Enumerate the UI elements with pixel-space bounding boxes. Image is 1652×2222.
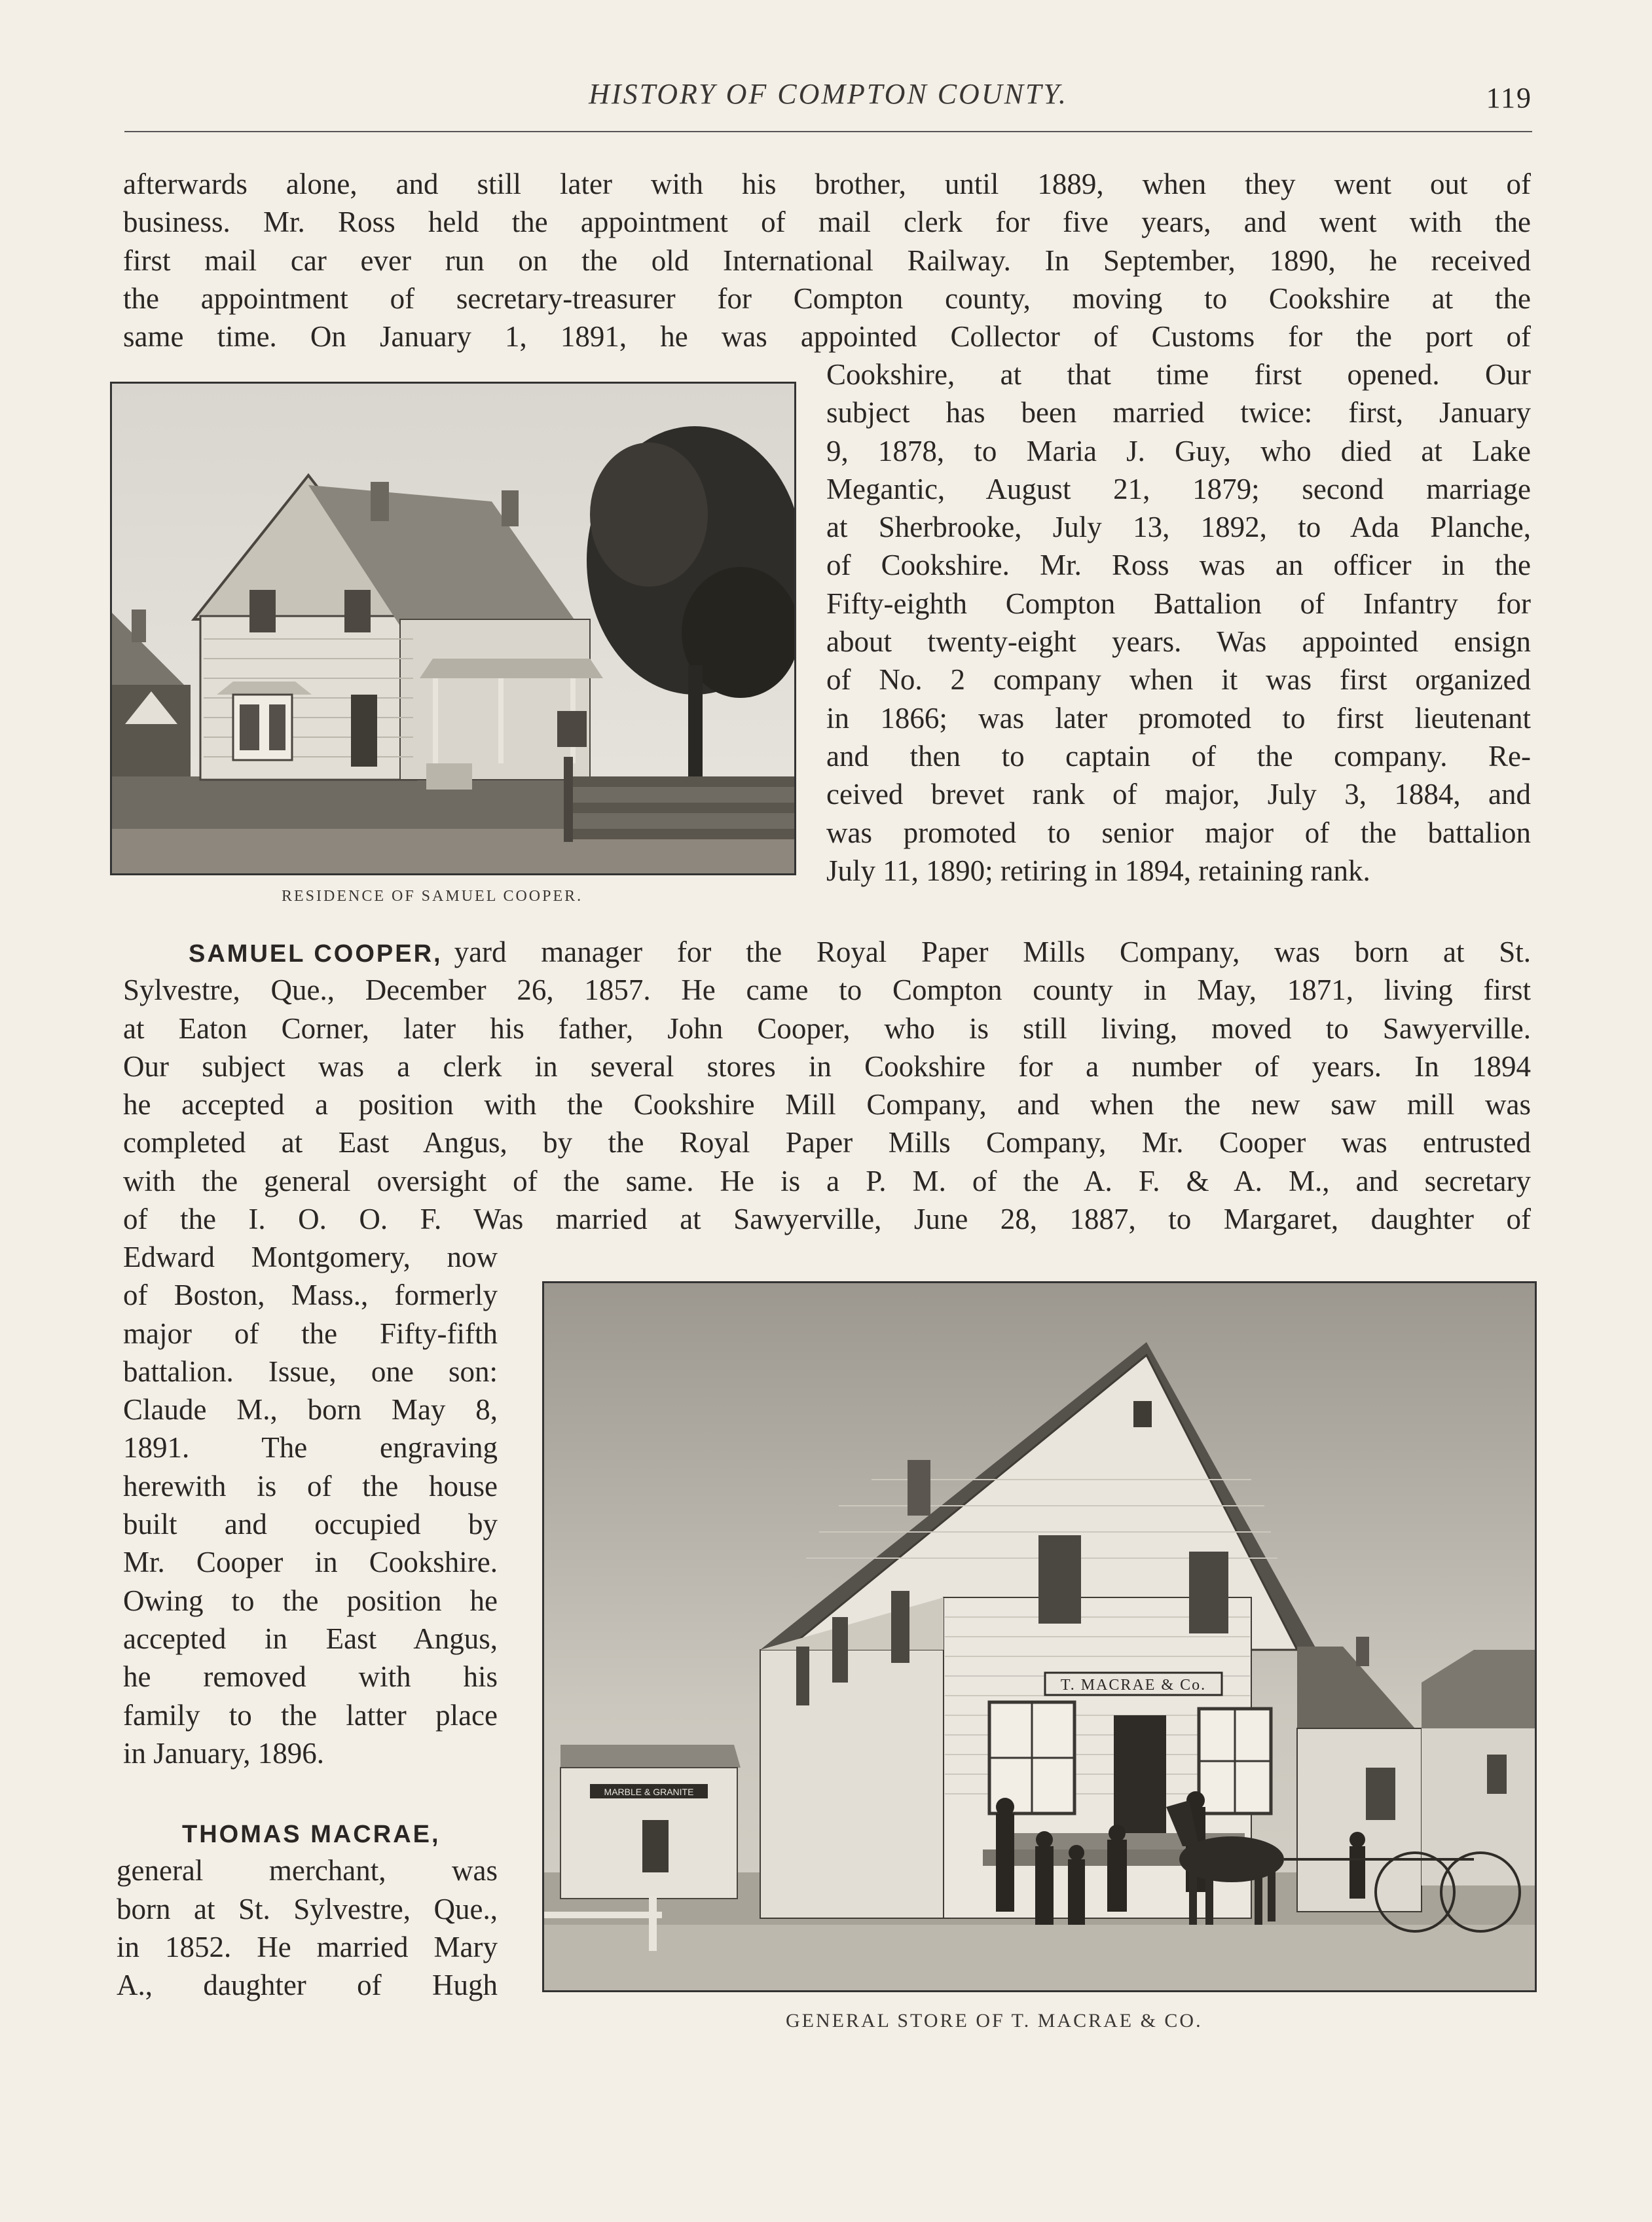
text-line: Mr. Cooper in Cookshire. xyxy=(123,1546,498,1579)
text-line: he removed with his xyxy=(123,1660,498,1694)
text-line: Owing to the position he xyxy=(123,1584,498,1617)
store-sign-text: T. MACRAE & Co. xyxy=(1060,1677,1207,1694)
text-line: general merchant, was xyxy=(117,1854,498,1887)
text-line: the appointment of secretary-treasurer for Compton county, moving to Cookshire at the xyxy=(123,282,1531,315)
text-line: of Boston, Mass., formerly xyxy=(123,1279,498,1312)
text-line: Our subject was a clerk in several stores in Cookshire for a number of years. In 1894 xyxy=(123,1049,1531,1083)
text-line: he accepted a position with the Cookshire Mill Company, and when the new saw mill was xyxy=(123,1088,1531,1121)
text-line: 9, 1878, to Maria J. Guy, who died at Lake xyxy=(826,434,1531,467)
text-line: family to the latter place xyxy=(123,1698,498,1732)
text-line: business. Mr. Ross held the appointment of mail clerk for five years, and went with the xyxy=(123,206,1531,239)
text-line: completed at East Angus, by the Royal Paper Mills Company, Mr. Cooper was entrusted xyxy=(123,1126,1531,1159)
text-line: with the general oversight of the same. He is a P. M. of the A. F. & A. M., and secretary xyxy=(123,1164,1531,1197)
text-line: subject has been married twice: first, January xyxy=(826,396,1531,429)
top-paragraph xyxy=(123,165,1531,355)
marble-granite-sign: MARBLE & GRANITE xyxy=(604,1787,694,1797)
page-number: 119 xyxy=(1486,82,1532,114)
text-line: battalion. Issue, one son: xyxy=(123,1355,498,1388)
text-line: Cookshire, at that time first opened. Our xyxy=(826,358,1531,391)
text-line: and then to captain of the company. Re- xyxy=(826,739,1531,773)
text-line: at Eaton Corner, later his father, John Cooper, who is still living, moved to Sawyerville. xyxy=(123,1011,1531,1045)
macrae-name: THOMAS MACRAE, xyxy=(182,1821,441,1848)
cooper-paragraph-left-column xyxy=(123,1238,498,1772)
text-line: about twenty-eight years. Was appointed ensign xyxy=(826,625,1531,659)
macrae-paragraph xyxy=(117,1813,498,2004)
text-line: in January, 1896. xyxy=(123,1736,325,1770)
store-photo xyxy=(542,1281,1537,1992)
residence-caption: RESIDENCE OF SAMUEL COOPER. xyxy=(282,888,583,905)
house-illustration xyxy=(112,384,794,873)
text-line: at Sherbrooke, July 13, 1892, to Ada Planche, xyxy=(826,511,1531,544)
text-line: was promoted to senior major of the battalion xyxy=(826,816,1531,849)
text-line: of Cookshire. Mr. Ross was an officer in the xyxy=(826,549,1531,582)
text-line: in 1866; was later promoted to first lieutenant xyxy=(826,701,1531,735)
cooper-paragraph xyxy=(123,933,1531,1238)
cooper-first-line: yard manager for the Royal Paper Mills Company, was born at St. xyxy=(454,936,1531,968)
text-line: Megantic, August 21, 1879; second marriage xyxy=(826,472,1531,505)
text-line: July 11, 1890; retiring in 1894, retaining rank. xyxy=(826,854,1370,887)
running-title: HISTORY OF COMPTON COUNTY. xyxy=(589,78,1068,110)
text-line: accepted in East Angus, xyxy=(123,1622,498,1655)
text-line xyxy=(117,1813,498,1851)
text-line xyxy=(123,933,1531,971)
header-rule xyxy=(124,131,1532,132)
store-illustration xyxy=(544,1283,1535,1990)
text-line: herewith is of the house xyxy=(123,1469,498,1503)
text-line: first mail car ever run on the old International Railway. In September, 1890, he received xyxy=(123,244,1531,277)
text-line: in 1852. He married Mary xyxy=(117,1930,498,1963)
cooper-name: SAMUEL COOPER, xyxy=(189,940,443,968)
text-line: of No. 2 company when it was first organized xyxy=(826,663,1531,697)
page-header xyxy=(124,77,1532,136)
text-line: afterwards alone, and still later with his brother, until 1889, when they went out of xyxy=(123,168,1531,200)
residence-photo xyxy=(110,382,796,875)
text-line: same time. On January 1, 1891, he was appointed Collector of Customs for the port of xyxy=(123,320,1531,354)
text-line: Fifty-eighth Compton Battalion of Infantry for xyxy=(826,587,1531,620)
text-line: built and occupied by xyxy=(123,1508,498,1541)
top-paragraph-right-column xyxy=(826,355,1531,890)
text-line: major of the Fifty-fifth xyxy=(123,1317,498,1350)
text-line: Claude M., born May 8, xyxy=(123,1393,498,1427)
text-line: born at St. Sylvestre, Que., xyxy=(117,1892,498,1925)
text-line: ceived brevet rank of major, July 3, 1884, and xyxy=(826,778,1531,811)
text-line: Sylvestre, Que., December 26, 1857. He came to Compton county in May, 1871, living first xyxy=(123,974,1531,1007)
store-caption: GENERAL STORE OF T. MACRAE & CO. xyxy=(786,2010,1203,2031)
text-line: A., daughter of Hugh xyxy=(117,1969,498,2002)
text-line: of the I. O. O. F. Was married at Sawyerville, June 28, 1887, to Margaret, daughter of xyxy=(123,1203,1531,1236)
text-line: Edward Montgomery, now xyxy=(123,1241,498,1273)
text-line: 1891. The engraving xyxy=(123,1431,498,1465)
